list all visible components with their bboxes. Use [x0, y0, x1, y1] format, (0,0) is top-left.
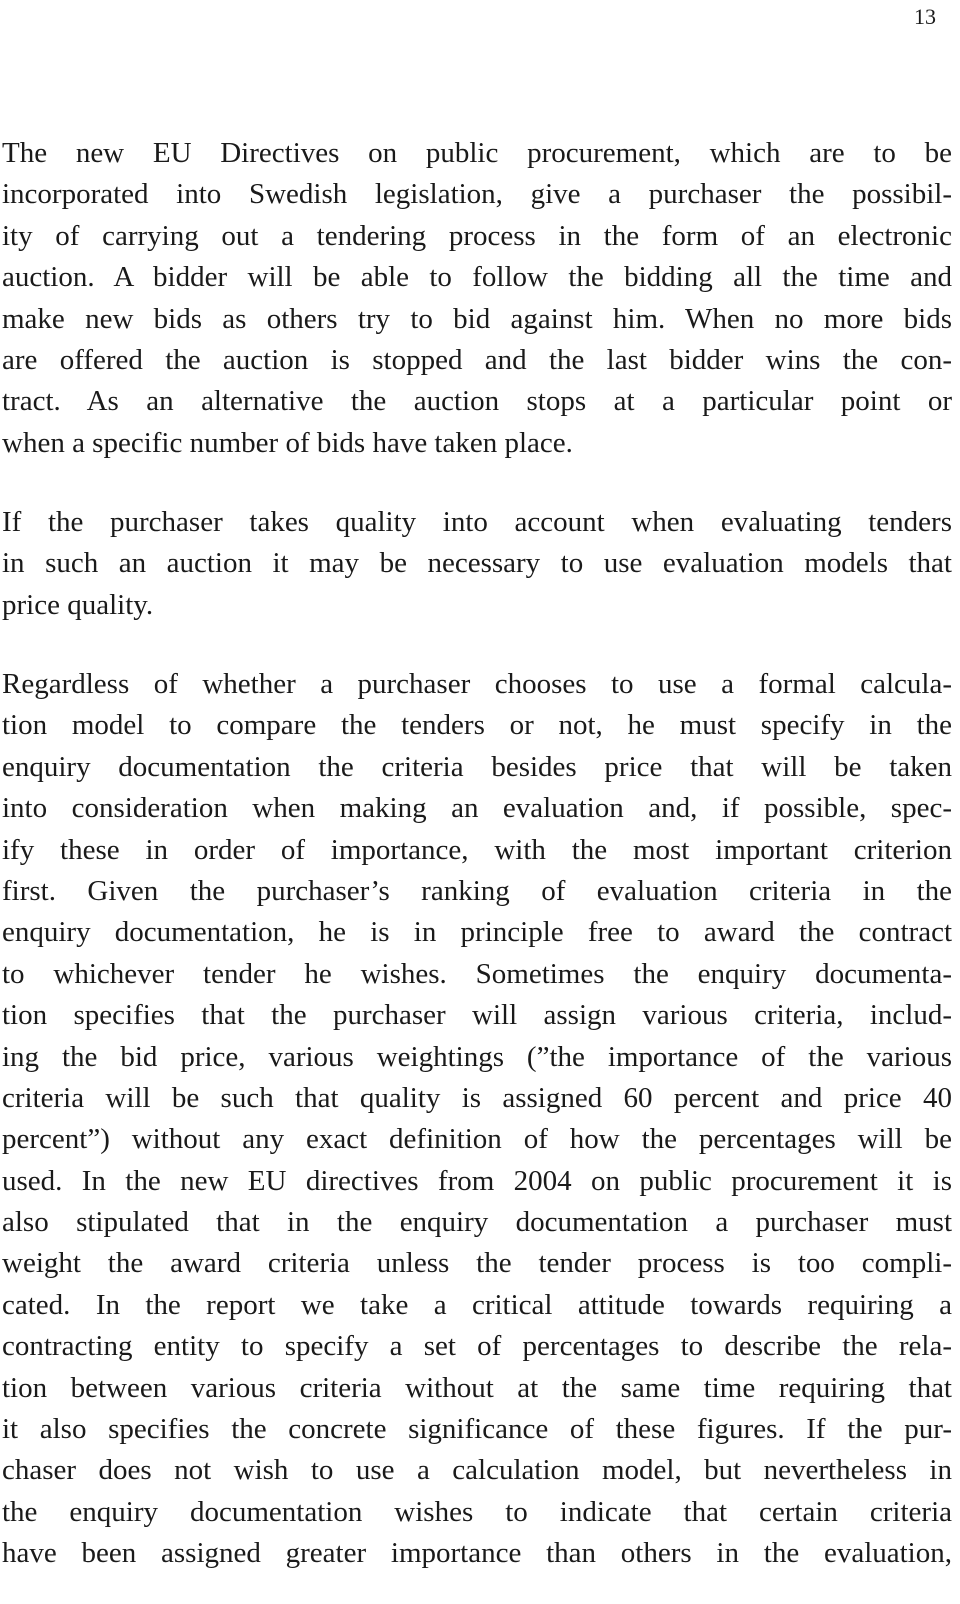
- text-line: auction. A bidder will be able to follow the bidding all the time and: [2, 261, 952, 294]
- text-line: to whichever tender he wishes. Sometimes the enquiry documenta-: [2, 957, 952, 990]
- text-line: Regardless of whether a purchaser chooses to use a formal calcula-: [2, 668, 952, 700]
- text-line: used. In the new EU directives from 2004 on public procurement it is: [2, 1164, 952, 1197]
- text-line: make new bids as others try to bid against him. When no more bids: [2, 302, 952, 335]
- text-line: tion specifies that the purchaser will assign various criteria, includ-: [2, 999, 952, 1032]
- text-line: ify these in order of importance, with the most important criterion: [2, 833, 952, 866]
- text-line: are offered the auction is stopped and the last bidder wins the con-: [2, 343, 952, 376]
- text-line: into consideration when making an evaluation and, if possible, spec-: [2, 792, 952, 825]
- text-line: the enquiry documentation wishes to indicate that certain criteria: [2, 1495, 952, 1528]
- paragraph-quality-evaluation: [2, 502, 952, 626]
- paragraph-electronic-auction: [2, 133, 952, 464]
- text-line: contracting entity to specify a set of percentages to describe the rela-: [2, 1330, 952, 1363]
- text-line: ing the bid price, various weightings (”the importance of the various: [2, 1040, 952, 1073]
- text-line: criteria will be such that quality is assigned 60 percent and price 40: [2, 1081, 952, 1114]
- text-line: enquiry documentation, he is in principle free to award the contract: [2, 916, 952, 949]
- text-line: weight the award criteria unless the tender process is too compli-: [2, 1247, 952, 1280]
- text-line: it also specifies the concrete significance of these figures. If the pur-: [2, 1413, 952, 1446]
- text-line: price quality.: [2, 588, 154, 621]
- text-line: tion model to compare the tenders or not, he must specify in the: [2, 709, 952, 742]
- text-line: chaser does not wish to use a calculation model, but nevertheless in: [2, 1454, 952, 1487]
- text-line: incorporated into Swedish legislation, give a purchaser the possibil-: [2, 178, 952, 211]
- text-line: If the purchaser takes quality into account when evaluating tenders: [2, 506, 952, 538]
- text-line: cated. In the report we take a critical attitude towards requiring a: [2, 1288, 952, 1321]
- text-line: when a specific number of bids have taken place.: [2, 426, 573, 459]
- text-line: in such an auction it may be necessary to use evaluation models that: [2, 547, 952, 580]
- text-line: first. Given the purchaser’s ranking of evaluation criteria in the: [2, 874, 952, 907]
- text-line: have been assigned greater importance than others in the evaluation,: [2, 1537, 952, 1570]
- text-line: tract. As an alternative the auction stops at a particular point or: [2, 385, 952, 418]
- text-line: percent”) without any exact definition of how the percentages will be: [2, 1123, 952, 1156]
- text-line: The new EU Directives on public procurement, which are to be: [2, 137, 952, 169]
- text-line: tion between various criteria without at the same time requiring that: [2, 1371, 952, 1404]
- text-line: ity of carrying out a tendering process in the form of an electronic: [2, 219, 952, 252]
- text-line: enquiry documentation the criteria besides price that will be taken: [2, 750, 952, 783]
- text-line: also stipulated that in the enquiry documentation a purchaser must: [2, 1206, 952, 1239]
- paragraph-award-criteria: [2, 664, 952, 1575]
- page-number: 13: [914, 4, 936, 29]
